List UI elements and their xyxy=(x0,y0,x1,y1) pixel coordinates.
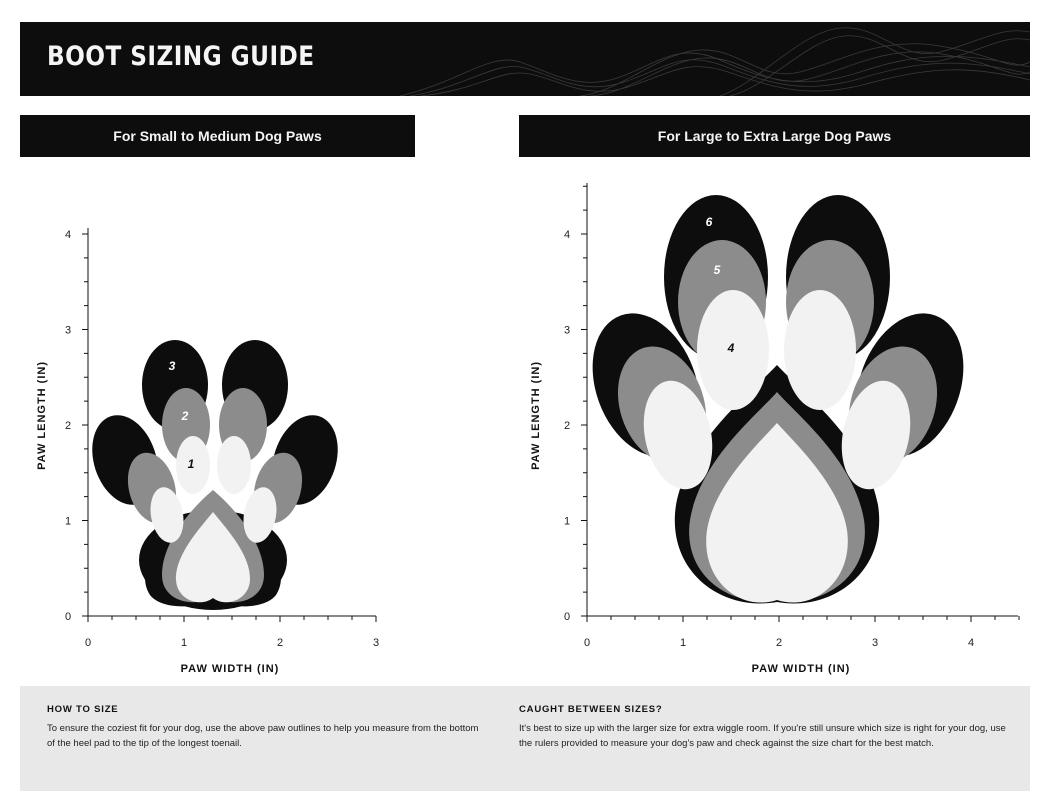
large-paw-size-4 xyxy=(634,290,919,603)
between-sizes-body: It's best to size up with the larger size for extra wiggle room. If you're still unsure which size is right for your dog, use the rulers provided to measure your dog's paw and check against the size chart for the best match. xyxy=(519,723,1006,749)
x-tick-label: 1 xyxy=(180,637,188,649)
x-tick-label: 1 xyxy=(679,637,687,649)
how-to-size-block xyxy=(47,704,487,751)
toe-pad xyxy=(217,436,251,494)
x-tick-label: 0 xyxy=(583,637,591,649)
y-tick-label: 0 xyxy=(563,611,571,623)
x-tick-label: 0 xyxy=(84,637,92,649)
toe-pad xyxy=(784,290,856,410)
small-medium-chart xyxy=(81,340,348,610)
x-tick-label: 2 xyxy=(276,637,284,649)
how-to-size-body: To ensure the coziest fit for your dog, use the above paw outlines to help you measure from the bottom of the heel pad to the tip of the longest toenail. xyxy=(47,723,479,749)
y-axis-label: PAW LENGTH (IN) xyxy=(36,360,48,470)
x-tick-label: 2 xyxy=(775,637,783,649)
info-panel xyxy=(20,686,1030,791)
size-label-3: 3 xyxy=(168,359,176,373)
y-tick-label: 1 xyxy=(563,515,571,528)
x-tick-label: 3 xyxy=(372,637,380,649)
large-xl-heading: For Large to Extra Large Dog Paws xyxy=(519,115,1030,157)
x-axis-label: PAW WIDTH (IN) xyxy=(751,663,851,675)
x-tick-label: 3 xyxy=(871,637,879,649)
y-tick-label: 2 xyxy=(64,420,72,432)
y-tick-label: 3 xyxy=(563,324,571,337)
y-axis-label: PAW LENGTH (IN) xyxy=(530,360,542,470)
y-tick-label: 3 xyxy=(64,324,72,337)
size-label-6: 6 xyxy=(705,215,713,229)
size-label-5: 5 xyxy=(713,263,721,277)
between-sizes-title: CAUGHT BETWEEN SIZES? xyxy=(519,704,663,715)
size-label-2: 2 xyxy=(181,409,189,423)
page-title: BOOT SIZING GUIDE xyxy=(47,41,315,72)
y-tick-label: 4 xyxy=(64,229,72,241)
y-tick-label: 1 xyxy=(64,515,72,528)
size-label-4: 4 xyxy=(727,341,735,355)
y-tick-label: 2 xyxy=(563,420,571,432)
y-tick-label: 4 xyxy=(563,229,571,241)
size-label-1: 1 xyxy=(187,457,195,471)
x-tick-label: 4 xyxy=(967,637,975,649)
small-medium-heading: For Small to Medium Dog Paws xyxy=(20,115,415,157)
large-xl-chart xyxy=(574,195,983,603)
between-sizes-block xyxy=(519,704,1009,751)
how-to-size-title: HOW TO SIZE xyxy=(47,704,119,715)
y-tick-label: 0 xyxy=(64,611,72,623)
x-axis-label: PAW WIDTH (IN) xyxy=(180,663,280,675)
